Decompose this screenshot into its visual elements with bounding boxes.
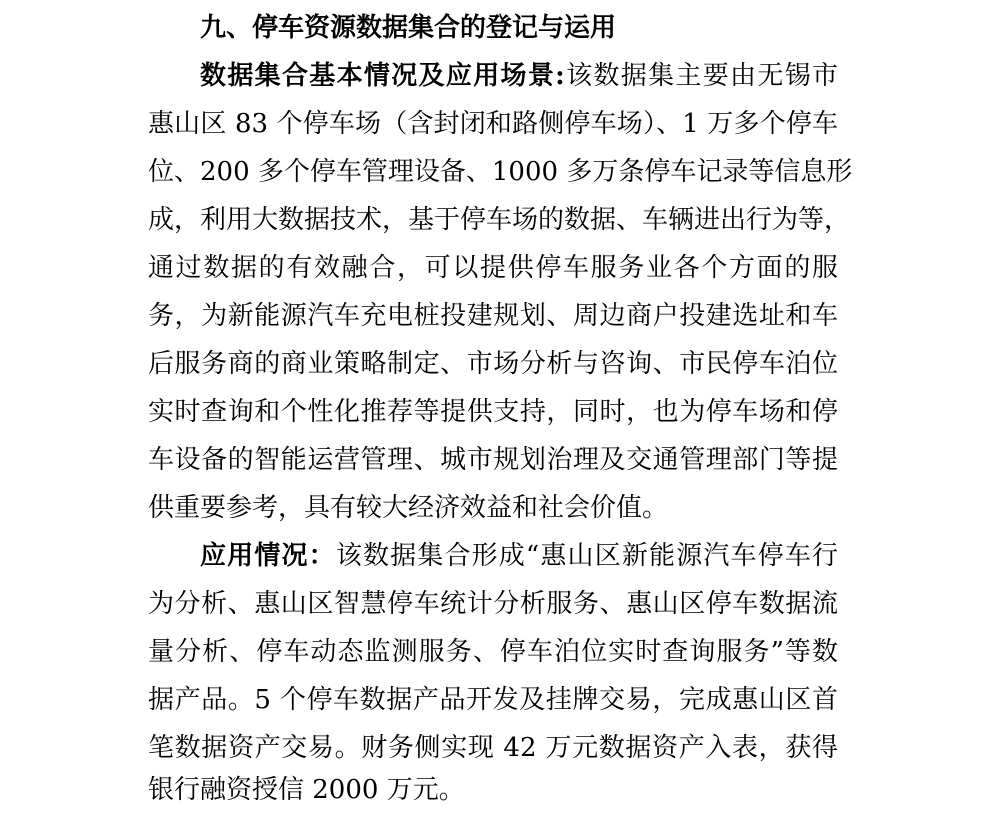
paragraph1-line-3: 位、200 多个停车管理设备、1000 多万条停车记录等信息形 — [148, 157, 853, 187]
paragraph1-line-2: 惠山区 83 个停车场（含封闭和路侧停车场）、1 万多个停车 — [148, 109, 838, 139]
section-heading: 九、停车资源数据集合的登记与运用 — [200, 13, 617, 43]
paragraph1-line-7: 后服务商的商业策略制定、市场分析与咨询、市民停车泊位 — [148, 349, 838, 379]
paragraph2-line-4: 据产品。5 个停车数据产品开发及挂牌交易，完成惠山区首 — [148, 685, 838, 715]
paragraph2-line-1-text: 该数据集合形成“惠山区新能源汽车停车行 — [335, 541, 838, 571]
paragraph1-line-8: 实时查询和个性化推荐等提供支持，同时，也为停车场和停 — [148, 397, 838, 427]
paragraph1-line-6: 务，为新能源汽车充电桩投建规划、周边商户投建选址和车 — [148, 301, 838, 331]
paragraph1-line-1-text: 该数据集主要由无锡市 — [564, 61, 838, 91]
paragraph1-line-10: 供重要参考，具有较大经济效益和社会价值。 — [148, 493, 669, 523]
paragraph2-label: 应用情况： — [200, 541, 336, 571]
paragraph1-line-4: 成，利用大数据技术，基于停车场的数据、车辆进出行为等， — [148, 205, 851, 235]
paragraph1-line-9: 车设备的智能运营管理、城市规划治理及交通管理部门等提 — [148, 445, 838, 475]
paragraph2-line-2: 为分析、惠山区智慧停车统计分析服务、惠山区停车数据流 — [148, 589, 838, 619]
paragraph1-line-1 — [200, 52, 838, 100]
paragraph1-line-5: 通过数据的有效融合，可以提供停车服务业各个方面的服 — [148, 253, 838, 283]
paragraph2-line-1 — [200, 532, 838, 580]
paragraph1-label: 数据集合基本情况及应用场景: — [200, 61, 565, 91]
paragraph2-line-3: 量分析、停车动态监测服务、停车泊位实时查询服务”等数 — [148, 637, 838, 667]
paragraph2-line-6: 银行融资授信 2000 万元。 — [148, 775, 465, 805]
paragraph2-line-5: 笔数据资产交易。财务侧实现 42 万元数据资产入表，获得 — [148, 733, 838, 763]
